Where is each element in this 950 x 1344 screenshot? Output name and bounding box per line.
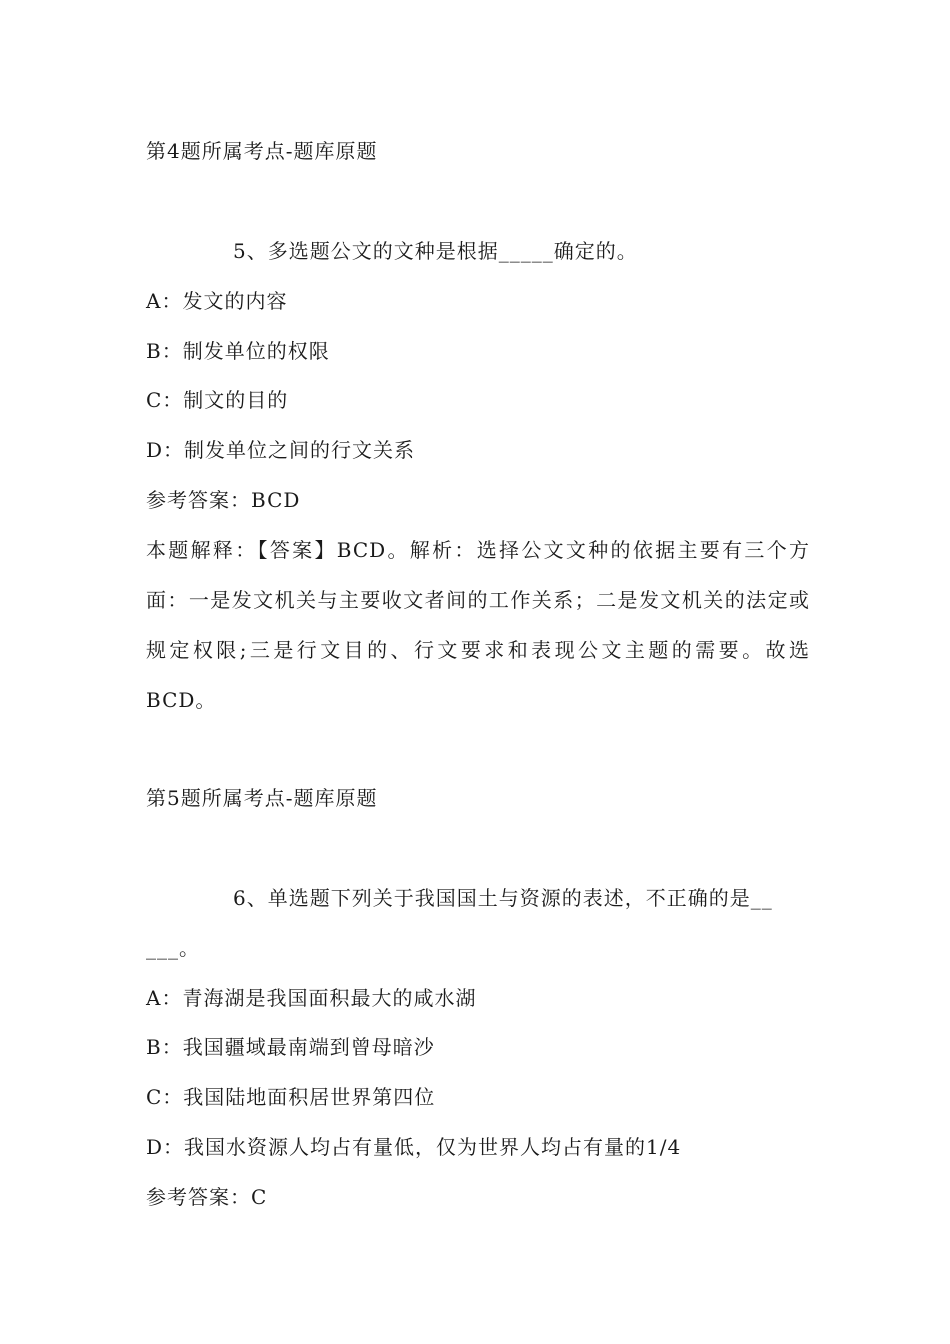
question-stem: 6、单选题下列关于我国国土与资源的表述，不正确的是__ (233, 886, 773, 910)
option-c: C：我国陆地面积居世界第四位 (146, 1085, 436, 1109)
option-d: D：我国水资源人均占有量低，仅为世界人均占有量的1/4 (146, 1135, 682, 1159)
option-a: A：发文的内容 (146, 289, 288, 313)
option-b: B：我国疆域最南端到曾母暗沙 (146, 1035, 435, 1059)
option-c: C：制文的目的 (146, 388, 289, 412)
option-b: B：制发单位的权限 (146, 339, 330, 363)
question-stem: 5、多选题公文的文种是根据_____确定的。 (233, 239, 638, 263)
question-stem-continuation: ___。 (146, 936, 200, 960)
reference-answer: 参考答案：C (146, 1185, 268, 1209)
option-a: A：青海湖是我国面积最大的咸水湖 (146, 986, 477, 1010)
question-source-label: 第4题所属考点-题库原题 (146, 139, 378, 163)
option-d: D：制发单位之间的行文关系 (146, 438, 416, 462)
answer-explanation: 本题解释：【答案】BCD。解析：选择公文文种的依据主要有三个方面：一是发文机关与主要收文者间的工作关系；二是发文机关的法定或规定权限;三是行文目的、行文要求和表现公文主题的需要。故选BCD。 (146, 538, 810, 712)
question-source-label: 第5题所属考点-题库原题 (146, 786, 378, 810)
reference-answer: 参考答案：BCD (146, 488, 301, 512)
